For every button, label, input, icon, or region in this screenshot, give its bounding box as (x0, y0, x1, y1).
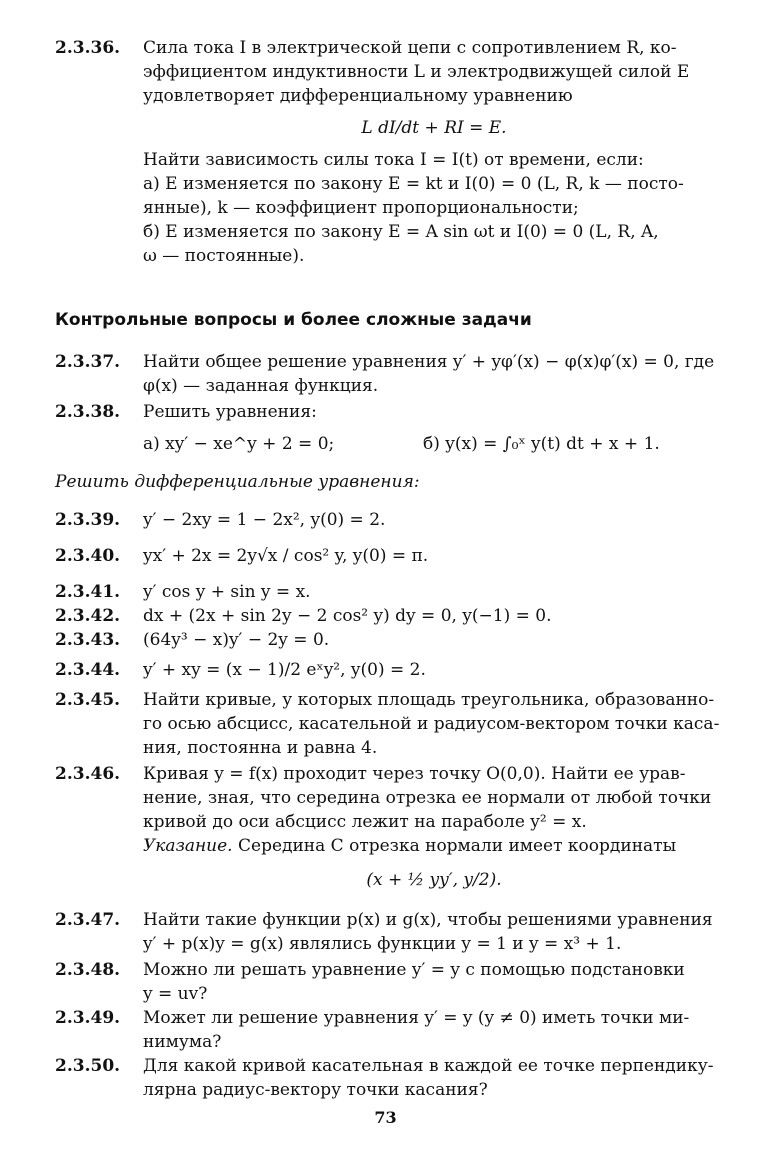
problem-2-3-41 (55, 580, 725, 604)
problem-2-3-44 (55, 658, 725, 682)
problem-text-line: эффициентом индуктивности L и электродвижущей силой E (143, 62, 690, 82)
problem-number: 2.3.48. (55, 960, 121, 980)
hint-text: Середина C отрезка нормали имеет координаты (238, 836, 677, 856)
problem-2-3-48 (55, 958, 725, 1006)
problem-text-line: нимума? (143, 1032, 222, 1052)
problem-2-3-50 (55, 1054, 725, 1102)
problem-text-line: Можно ли решать уравнение y′ = y с помощью подстановки (143, 960, 685, 980)
problem-number: 2.3.50. (55, 1056, 121, 1076)
problem-text-line: Решить уравнения: (143, 402, 317, 422)
problem-text-line: Может ли решение уравнения y′ = y (y ≠ 0) иметь точки ми- (143, 1008, 690, 1028)
problem-number: 2.3.43. (55, 630, 121, 650)
problem-number: 2.3.44. (55, 660, 121, 680)
page-number: 73 (374, 1108, 397, 1127)
problem-text-line: ния, постоянна и равна 4. (143, 738, 378, 758)
problem-number: 2.3.47. (55, 910, 121, 930)
problem-text-line: Найти общее решение уравнения y′ + yφ′(x) − φ(x)φ′(x) = 0, где (143, 352, 715, 372)
problem-number: 2.3.41. (55, 582, 121, 602)
problem-text-line: нение, зная, что середина отрезка ее нормали от любой точки (143, 788, 712, 808)
problem-text-line: y′ + p(x)y = g(x) являлись функции y = 1 и y = x³ + 1. (143, 934, 622, 954)
problem-2-3-42 (55, 604, 725, 628)
problem-text-line: удовлетворяет дифференциальному уравнению (143, 86, 573, 106)
problem-text-line: го осью абсцисс, касательной и радиусом-вектором точки каса- (143, 714, 720, 734)
problem-number: 2.3.36. (55, 38, 121, 58)
problem-text-line: лярна радиус-вектору точки касания? (143, 1080, 488, 1100)
equation: y′ cos y + sin y = x. (143, 582, 311, 602)
problem-number: 2.3.37. (55, 352, 121, 372)
problem-text-line: Кривая y = f(x) проходит через точку O(0,0). Найти ее урав- (143, 764, 686, 784)
problem-2-3-37 (55, 350, 725, 398)
problem-number: 2.3.39. (55, 510, 121, 530)
hint-label: Указание. (143, 836, 233, 856)
equation: (x + ½ yy′, y/2). (366, 870, 502, 890)
equation: (64y³ − x)y′ − 2y = 0. (143, 630, 330, 650)
equation: dx + (2x + sin 2y − 2 cos² y) dy = 0, y(−1) = 0. (143, 606, 552, 626)
problem-number: 2.3.40. (55, 546, 121, 566)
equation: y′ − 2xy = 1 − 2x², y(0) = 2. (143, 510, 386, 530)
problem-number: 2.3.49. (55, 1008, 121, 1028)
problem-text-line: Сила тока I в электрической цепи с сопротивлением R, ко- (143, 38, 677, 58)
problem-text-line: φ(x) — заданная функция. (143, 376, 379, 396)
problem-number: 2.3.46. (55, 764, 121, 784)
problem-number: 2.3.45. (55, 690, 121, 710)
problem-2-3-40 (55, 544, 725, 568)
problem-text-line: Найти кривые, у которых площадь треугольника, образованно- (143, 690, 715, 710)
problem-2-3-49 (55, 1006, 725, 1054)
subheading: Решить дифференциальные уравнения: (55, 472, 420, 492)
problem-number: 2.3.38. (55, 402, 121, 422)
problem-text-line: y = uv? (143, 984, 208, 1004)
item-b: б) y(x) = ∫₀ˣ y(t) dt + x + 1. (423, 434, 660, 454)
equation: L dI/dt + RI = E. (361, 118, 507, 138)
problem-2-3-45 (55, 688, 725, 760)
section-heading: Контрольные вопросы и более сложные задачи (55, 310, 532, 330)
hint-line (143, 834, 725, 858)
problem-2-3-39 (55, 508, 725, 532)
problem-2-3-36 (55, 36, 725, 268)
problem-2-3-38 (55, 400, 725, 458)
item-a: а) xy′ − xe^y + 2 = 0; (143, 434, 335, 454)
equation: yx′ + 2x = 2y√x / cos² y, y(0) = π. (143, 546, 429, 566)
problem-text-line: Найти такие функции p(x) и g(x), чтобы решениями уравнения (143, 910, 713, 930)
problem-text-line: кривой до оси абсцисс лежит на параболе y² = x. (143, 812, 587, 832)
equation: y′ + xy = (x − 1)/2 eˣy², y(0) = 2. (143, 660, 426, 680)
problem-2-3-47 (55, 908, 725, 956)
problem-2-3-46 (55, 762, 725, 892)
item-a-line: а) E изменяется по закону E = kt и I(0) = 0 (L, R, k — посто- (143, 174, 684, 194)
item-b-line: б) E изменяется по закону E = A sin ωt и I(0) = 0 (L, R, A, (143, 222, 659, 242)
problem-2-3-43 (55, 628, 725, 652)
item-b-line: ω — постоянные). (143, 246, 305, 266)
problem-number: 2.3.42. (55, 606, 121, 626)
problem-text-line: Для какой кривой касательная в каждой ее точке перпендику- (143, 1056, 714, 1076)
problem-text-line: Найти зависимость силы тока I = I(t) от времени, если: (143, 150, 644, 170)
item-a-line: янные), k — коэффициент пропорциональности; (143, 198, 579, 218)
